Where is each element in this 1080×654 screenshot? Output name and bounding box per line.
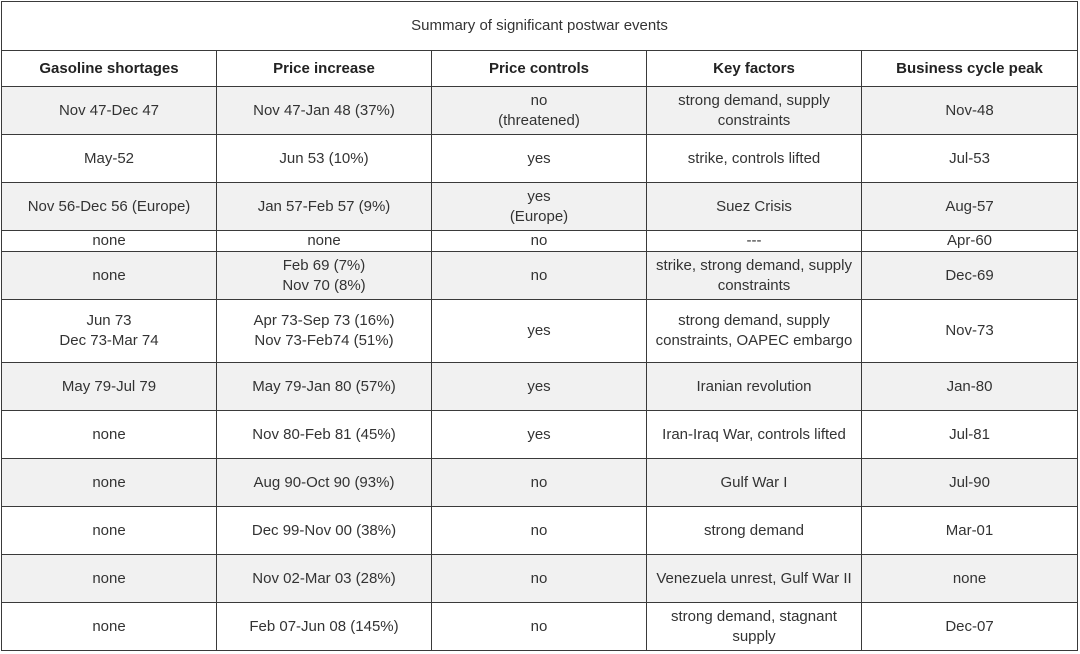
table-cell-key-factors <box>647 135 862 183</box>
column-header-gasoline-shortages: Gasoline shortages <box>2 51 217 87</box>
table-body <box>2 87 1078 651</box>
cell-text: yes <box>527 322 551 339</box>
table-cell-business-cycle-peak <box>862 183 1078 231</box>
cell-text: none <box>92 569 126 587</box>
table-row <box>2 87 1078 135</box>
table-cell-business-cycle-peak <box>862 252 1078 300</box>
table-cell-business-cycle-peak <box>862 363 1078 411</box>
table-cell-price-increase <box>217 183 432 231</box>
table-cell-key-factors <box>647 411 862 459</box>
cell-text: strike, controls lifted <box>687 149 821 167</box>
table-cell-gasoline-shortages <box>2 135 217 183</box>
table-cell-gasoline-shortages <box>2 555 217 603</box>
cell-text: --- <box>746 232 762 249</box>
table-cell-key-factors <box>647 507 862 555</box>
cell-text: none <box>92 521 126 539</box>
table-cell-gasoline-shortages <box>2 300 217 363</box>
table-cell-gasoline-shortages <box>2 87 217 135</box>
postwar-events-table <box>1 1 1078 651</box>
column-header-price-increase: Price increase <box>217 51 432 87</box>
cell-text: strong demand, supply constraints <box>678 91 830 129</box>
table-cell-price-increase <box>217 87 432 135</box>
cell-text: yes <box>527 377 551 395</box>
table-row <box>2 459 1078 507</box>
table-cell-price-increase <box>217 300 432 363</box>
table-row <box>2 507 1078 555</box>
cell-text: none <box>92 473 126 491</box>
table-cell-business-cycle-peak <box>862 507 1078 555</box>
table-cell-price-increase <box>217 603 432 651</box>
cell-text: Dec-69 <box>945 266 994 284</box>
table-cell-key-factors <box>647 363 862 411</box>
table-cell-business-cycle-peak <box>862 300 1078 363</box>
cell-text: Dec 99-Nov 00 (38%) <box>251 521 397 539</box>
cell-text: Aug-57 <box>945 197 994 215</box>
cell-text: May-52 <box>83 149 135 167</box>
cell-text: Jul-90 <box>949 473 990 491</box>
table-cell-price-controls <box>432 507 647 555</box>
cell-text: strike, strong demand, supply constraints <box>656 256 852 294</box>
table-cell-key-factors <box>647 459 862 507</box>
cell-text: Iran-Iraq War, controls lifted <box>662 425 846 443</box>
cell-text: no <box>530 569 548 587</box>
table-row <box>2 411 1078 459</box>
cell-text: Jun 73 Dec 73-Mar 74 <box>59 312 159 349</box>
table-cell-gasoline-shortages <box>2 411 217 459</box>
table-cell-price-increase <box>217 555 432 603</box>
table-cell-gasoline-shortages <box>2 252 217 300</box>
table-cell-price-increase <box>217 252 432 300</box>
table-row <box>2 231 1078 252</box>
cell-text: yes (Europe) <box>509 187 569 225</box>
cell-text: Venezuela unrest, Gulf War II <box>656 569 852 587</box>
table-row <box>2 252 1078 300</box>
table-cell-price-controls <box>432 183 647 231</box>
table-cell-business-cycle-peak <box>862 459 1078 507</box>
table-cell-gasoline-shortages <box>2 363 217 411</box>
table-row <box>2 183 1078 231</box>
cell-text: May 79-Jul 79 <box>61 377 157 395</box>
table-row <box>2 555 1078 603</box>
cell-text: no <box>530 617 548 635</box>
cell-text: Apr-60 <box>946 232 993 249</box>
cell-text: Gulf War I <box>720 473 788 491</box>
cell-text: none <box>92 266 126 284</box>
table-cell-business-cycle-peak <box>862 87 1078 135</box>
table-cell-key-factors <box>647 555 862 603</box>
cell-text: Nov 56-Dec 56 (Europe) <box>27 197 191 215</box>
cell-text: Mar-01 <box>945 521 994 539</box>
cell-text: Jan 57-Feb 57 (9%) <box>257 197 391 215</box>
cell-text: strong demand, supply constraints, OAPEC embargo <box>655 312 853 349</box>
cell-text: Nov-73 <box>945 322 994 339</box>
table-cell-price-increase <box>217 507 432 555</box>
cell-text: Jul-53 <box>949 149 990 167</box>
cell-text: strong demand, stagnant supply <box>671 607 837 645</box>
header-row <box>2 51 1078 87</box>
cell-text: none <box>92 232 126 249</box>
table-cell-price-increase <box>217 231 432 252</box>
cell-text: Suez Crisis <box>716 197 792 215</box>
cell-text: May 79-Jan 80 (57%) <box>252 377 396 395</box>
cell-text: Jan-80 <box>946 377 993 395</box>
cell-text: none <box>92 425 126 443</box>
table-cell-key-factors <box>647 183 862 231</box>
cell-text: Apr 73-Sep 73 (16%) Nov 73-Feb74 (51%) <box>253 312 395 349</box>
table-cell-price-increase <box>217 411 432 459</box>
cell-text: none <box>952 569 987 587</box>
table-row <box>2 135 1078 183</box>
cell-text: no <box>530 266 548 284</box>
table-cell-price-controls <box>432 135 647 183</box>
table-cell-business-cycle-peak <box>862 555 1078 603</box>
table-cell-price-controls <box>432 252 647 300</box>
cell-text: Jun 53 (10%) <box>279 149 369 167</box>
cell-text: no <box>530 473 548 491</box>
table-cell-key-factors <box>647 231 862 252</box>
cell-text: Nov 47-Dec 47 <box>58 101 160 119</box>
cell-text: Feb 07-Jun 08 (145%) <box>249 617 399 635</box>
table-cell-price-increase <box>217 459 432 507</box>
table-cell-gasoline-shortages <box>2 603 217 651</box>
table-row <box>2 300 1078 363</box>
cell-text: no <box>530 232 548 249</box>
table-cell-key-factors <box>647 87 862 135</box>
table-row <box>2 363 1078 411</box>
table-cell-business-cycle-peak <box>862 603 1078 651</box>
table-cell-price-controls <box>432 411 647 459</box>
table-cell-key-factors <box>647 300 862 363</box>
cell-text: Nov-48 <box>945 101 994 119</box>
table-row <box>2 603 1078 651</box>
table-cell-price-controls <box>432 459 647 507</box>
table-cell-gasoline-shortages <box>2 183 217 231</box>
cell-text: yes <box>527 149 551 167</box>
cell-text: Iranian revolution <box>696 377 812 395</box>
table-cell-price-controls <box>432 87 647 135</box>
cell-text: Nov 47-Jan 48 (37%) <box>253 101 395 119</box>
table-cell-business-cycle-peak <box>862 135 1078 183</box>
column-header-key-factors: Key factors <box>647 51 862 87</box>
cell-text: no <box>530 521 548 539</box>
cell-text: yes <box>527 425 551 443</box>
table-cell-price-increase <box>217 363 432 411</box>
column-header-business-cycle-peak: Business cycle peak <box>862 51 1078 87</box>
cell-text: Nov 02-Mar 03 (28%) <box>252 569 396 587</box>
cell-text: Jul-81 <box>949 425 990 443</box>
table-caption: Summary of significant postwar events <box>2 2 1078 51</box>
column-header-price-controls: Price controls <box>432 51 647 87</box>
cell-text: Feb 69 (7%) Nov 70 (8%) <box>282 256 366 294</box>
table-cell-gasoline-shortages <box>2 231 217 252</box>
table-cell-gasoline-shortages <box>2 459 217 507</box>
table-cell-key-factors <box>647 603 862 651</box>
cell-text: Dec-07 <box>945 617 994 635</box>
table-cell-business-cycle-peak <box>862 231 1078 252</box>
cell-text: Nov 80-Feb 81 (45%) <box>252 425 396 443</box>
cell-text: none <box>307 232 341 249</box>
table-cell-price-increase <box>217 135 432 183</box>
table-cell-gasoline-shortages <box>2 507 217 555</box>
table-cell-key-factors <box>647 252 862 300</box>
table-cell-price-controls <box>432 603 647 651</box>
table-cell-price-controls <box>432 555 647 603</box>
table-cell-price-controls <box>432 300 647 363</box>
table-cell-business-cycle-peak <box>862 411 1078 459</box>
cell-text: Aug 90-Oct 90 (93%) <box>253 473 395 491</box>
table-cell-price-controls <box>432 363 647 411</box>
cell-text: none <box>92 617 126 635</box>
table-cell-price-controls <box>432 231 647 252</box>
cell-text: no (threatened) <box>498 91 580 129</box>
cell-text: strong demand <box>703 521 805 539</box>
